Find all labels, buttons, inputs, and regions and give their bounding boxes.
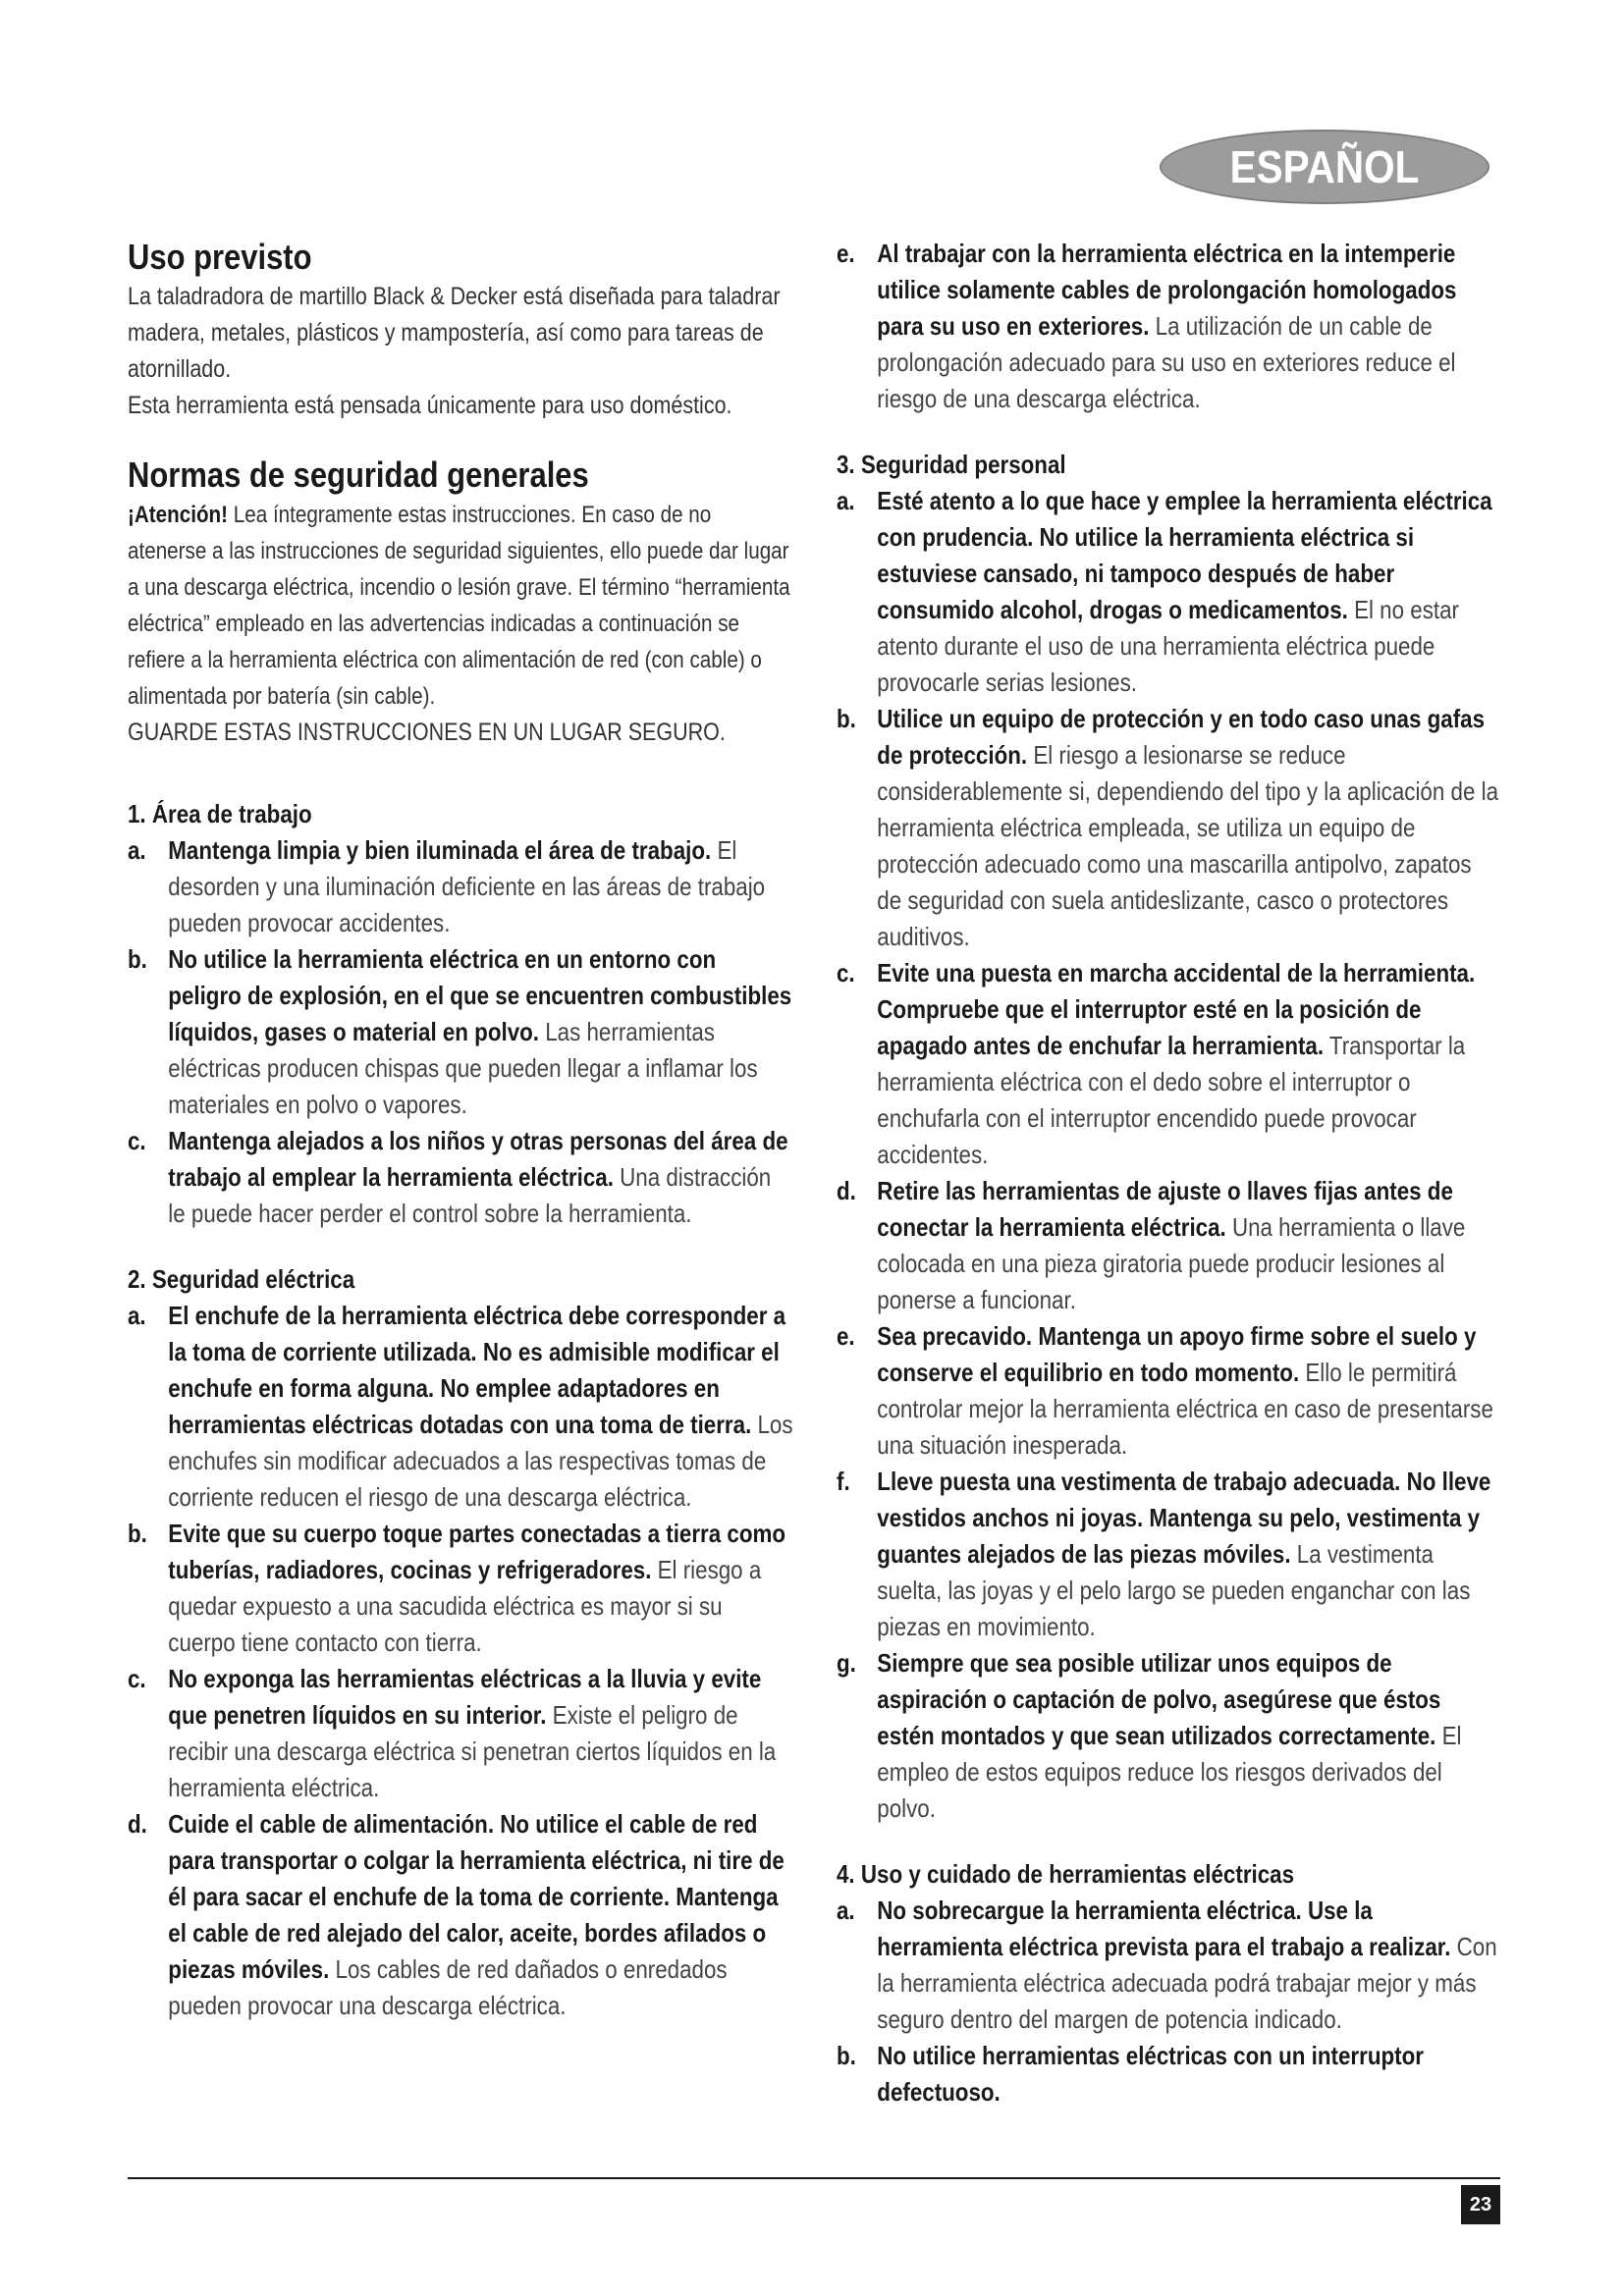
subsection-title-seguridad-electrica: 2. Seguridad eléctrica xyxy=(128,1264,355,1294)
list-item xyxy=(128,1806,793,2024)
section-title-uso-previsto: Uso previsto xyxy=(128,237,312,277)
paragraph-atencion xyxy=(128,497,793,715)
list-item xyxy=(128,941,793,1123)
item-bold-text: El enchufe de la herramienta eléctrica debe corresponder a la toma de corriente utilizada. No es admisible modificar el enchufe en forma alguna. No emplee adaptadores en herramientas eléctricas dotadas con una toma de tierra. xyxy=(168,1301,786,1439)
list-seguridad-personal xyxy=(837,483,1500,1827)
list-item xyxy=(837,1318,1498,1464)
item-bold-text: Mantenga limpia y bien iluminada el área de trabajo. xyxy=(168,835,712,865)
item-letter: g. xyxy=(837,1648,856,1678)
item-letter: b. xyxy=(128,944,147,974)
list-item xyxy=(837,236,1498,417)
item-text: El empleo de estos equipos reduce los riesgos derivados del polvo. xyxy=(877,1721,1462,1823)
item-text: Con la herramienta eléctrica adecuada podrá trabajar mejor y más seguro dentro del margen de potencia indicado. xyxy=(877,1932,1497,2034)
item-letter: a. xyxy=(837,486,855,515)
right-column xyxy=(837,236,1500,2110)
language-tab: ESPAÑOL xyxy=(1160,130,1489,204)
list-item xyxy=(837,483,1498,701)
item-bold-text: Evite una puesta en marcha accidental de la herramienta. Compruebe que el interruptor esté en la posición de apagado antes de enchufar la herramienta. xyxy=(877,958,1476,1060)
paragraph-uso-1: La taladradora de martillo Black & Decker está diseñada para taladrar madera, metales, plásticos y mampostería, así como para tareas de atornillado. xyxy=(128,283,781,383)
list-item xyxy=(128,1298,793,1516)
item-letter: c. xyxy=(128,1664,146,1693)
list-item xyxy=(837,955,1498,1173)
item-text: Transportar la herramienta eléctrica con el dedo sobre el interruptor o enchufarla con el interruptor encendido puede provocar accidentes. xyxy=(877,1031,1466,1169)
subsection-title-uso-cuidado: 4. Uso y cuidado de herramientas eléctricas xyxy=(837,1859,1295,1889)
item-bold-text: Al trabajar con la herramienta eléctrica en la intemperie utilice solamente cables de prolongación homologados para su uso en exteriores. xyxy=(877,239,1457,341)
list-item xyxy=(837,1464,1498,1645)
item-text: El no estar atento durante el uso de una herramienta eléctrica puede provocarle serias lesiones. xyxy=(877,595,1459,697)
item-text: Una herramienta o llave colocada en una pieza giratoria puede producir lesiones al ponerse a funcionar. xyxy=(877,1212,1466,1314)
item-text: Los cables de red dañados o enredados pueden provocar una descarga eléctrica. xyxy=(168,1954,728,2020)
list-item xyxy=(837,2038,1498,2110)
item-bold-text: No exponga las herramientas eléctricas a la lluvia y evite que penetren líquidos en su interior. xyxy=(168,1664,762,1730)
item-letter: b. xyxy=(837,704,856,733)
page-number: 23 xyxy=(1461,2185,1500,2224)
list-item xyxy=(128,832,793,941)
item-text: La vestimenta suelta, las joyas y el pelo largo se pueden enganchar con las piezas en movimiento. xyxy=(877,1539,1471,1641)
item-bold-text: Utilice un equipo de protección y en todo caso unas gafas de protección. xyxy=(877,704,1486,770)
list-seguridad-electrica xyxy=(128,1298,795,2024)
list-item xyxy=(837,1645,1498,1827)
item-text: Una distracción le puede hacer perder el control sobre la herramienta. xyxy=(168,1162,772,1228)
item-bold-text: Mantenga alejados a los niños y otras personas del área de trabajo al emplear la herramienta eléctrica. xyxy=(168,1126,788,1192)
item-bold-text: Lleve puesta una vestimenta de trabajo adecuada. No lleve vestidos anchos ni joyas. Mantenga su pelo, vestimenta y guantes alejados de las piezas móviles. xyxy=(877,1467,1491,1569)
footer-rule xyxy=(128,2177,1500,2179)
item-bold-text: Evite que su cuerpo toque partes conectadas a tierra como tuberías, radiadores, cocinas y refrigeradores. xyxy=(168,1519,786,1584)
item-letter: e. xyxy=(837,239,855,268)
left-column xyxy=(128,236,795,2024)
item-letter: f. xyxy=(837,1467,850,1496)
atencion-label: ¡Atención! xyxy=(128,502,229,528)
item-letter: b. xyxy=(128,1519,147,1548)
list-item xyxy=(837,1893,1498,2038)
list-item xyxy=(128,1661,793,1806)
item-text: La utilización de un cable de prolongación adecuado para su uso en exteriores reduce el riesgo de una descarga eléctrica. xyxy=(877,311,1456,413)
item-letter: c. xyxy=(837,958,855,988)
item-letter: a. xyxy=(128,835,146,865)
item-bold-text: Siempre que sea posible utilizar unos equipos de aspiración o captación de polvo, asegúrese que éstos estén montados y que sean utilizados correctamente. xyxy=(877,1648,1441,1750)
item-letter: d. xyxy=(837,1176,856,1205)
item-letter: e. xyxy=(837,1321,855,1351)
subsection-title-area-trabajo: 1. Área de trabajo xyxy=(128,799,312,828)
section-title-normas: Normas de seguridad generales xyxy=(128,454,589,495)
item-bold-text: Retire las herramientas de ajuste o llaves fijas antes de conectar la herramienta eléctrica. xyxy=(877,1176,1453,1242)
list-item xyxy=(128,1516,793,1661)
item-text: El riesgo a quedar expuesto a una sacudida eléctrica es mayor si su cuerpo tiene contacto con tierra. xyxy=(168,1555,762,1657)
item-letter: a. xyxy=(837,1896,855,1925)
list-item xyxy=(837,701,1498,955)
item-bold-text: No utilice la herramienta eléctrica en un entorno con peligro de explosión, en el que se encuentren combustibles líquidos, gases o material en polvo. xyxy=(168,944,792,1046)
paragraph-uso-2: Esta herramienta está pensada únicamente para uso doméstico. xyxy=(128,392,732,419)
list-item xyxy=(837,1173,1498,1318)
item-bold-text: Cuide el cable de alimentación. No utilice el cable de red para transportar o colgar la herramienta eléctrica, ni tire de él para sacar el enchufe de la toma de corriente. Mantenga el cable de red alejado del calor, aceite, bordes afilados o piezas móviles. xyxy=(168,1809,785,1984)
item-text: El riesgo a lesionarse se reduce considerablemente si, dependiendo del tipo y la aplicación de la herramienta eléctrica empleada, se utiliza un equipo de protección adecuado como una mascarilla antipolvo, zapatos de seguridad con suela antideslizante, casco o protectores auditivos. xyxy=(877,740,1498,951)
item-bold-text: No utilice herramientas eléctricas con un interruptor defectuoso. xyxy=(877,2041,1424,2107)
item-text: Las herramientas eléctricas producen chispas que pueden llegar a inflamar los materiales en polvo o vapores. xyxy=(168,1017,758,1119)
list-seguridad-electrica-cont xyxy=(837,236,1500,417)
atencion-text: Lea íntegramente estas instrucciones. En caso de no atenerse a las instrucciones de seguridad siguientes, ello puede dar lugar a una descarga eléctrica, incendio o lesión grave. El término “herramienta eléctrica” empleado en las advertencias indicadas a continuación se refiere a la herramienta eléctrica con alimentación de red (con cable) o alimentada por batería (sin cable). xyxy=(128,502,790,710)
item-bold-text: Esté atento a lo que hace y emplee la herramienta eléctrica con prudencia. No utilice la herramienta eléctrica si estuviese cansado, ni tampoco después de haber consumido alcohol, drogas o medicamentos. xyxy=(877,486,1492,624)
item-bold-text: No sobrecargue la herramienta eléctrica. Use la herramienta eléctrica prevista para el trabajo a realizar. xyxy=(877,1896,1451,1961)
paragraph-guarde: GUARDE ESTAS INSTRUCCIONES EN UN LUGAR SEGURO. xyxy=(128,719,726,746)
item-text: El desorden y una iluminación deficiente en las áreas de trabajo pueden provocar accidentes. xyxy=(168,835,766,937)
item-letter: d. xyxy=(128,1809,147,1839)
item-letter: c. xyxy=(128,1126,146,1155)
item-text: Ello le permitirá controlar mejor la herramienta eléctrica en caso de presentarse una situación inesperada. xyxy=(877,1358,1493,1460)
subsection-title-seguridad-personal: 3. Seguridad personal xyxy=(837,450,1066,479)
item-bold-text: Sea precavido. Mantenga un apoyo firme sobre el suelo y conserve el equilibrio en todo momento. xyxy=(877,1321,1477,1387)
list-area-trabajo xyxy=(128,832,795,1232)
list-item xyxy=(128,1123,793,1232)
item-letter: a. xyxy=(128,1301,146,1330)
item-text: Los enchufes sin modificar adecuados a las respectivas tomas de corriente reducen el riesgo de una descarga eléctrica. xyxy=(168,1410,793,1512)
list-uso-cuidado xyxy=(837,1893,1500,2110)
item-text: Existe el peligro de recibir una descarga eléctrica si penetran ciertos líquidos en la herramienta eléctrica. xyxy=(168,1700,777,1802)
item-letter: b. xyxy=(837,2041,856,2070)
